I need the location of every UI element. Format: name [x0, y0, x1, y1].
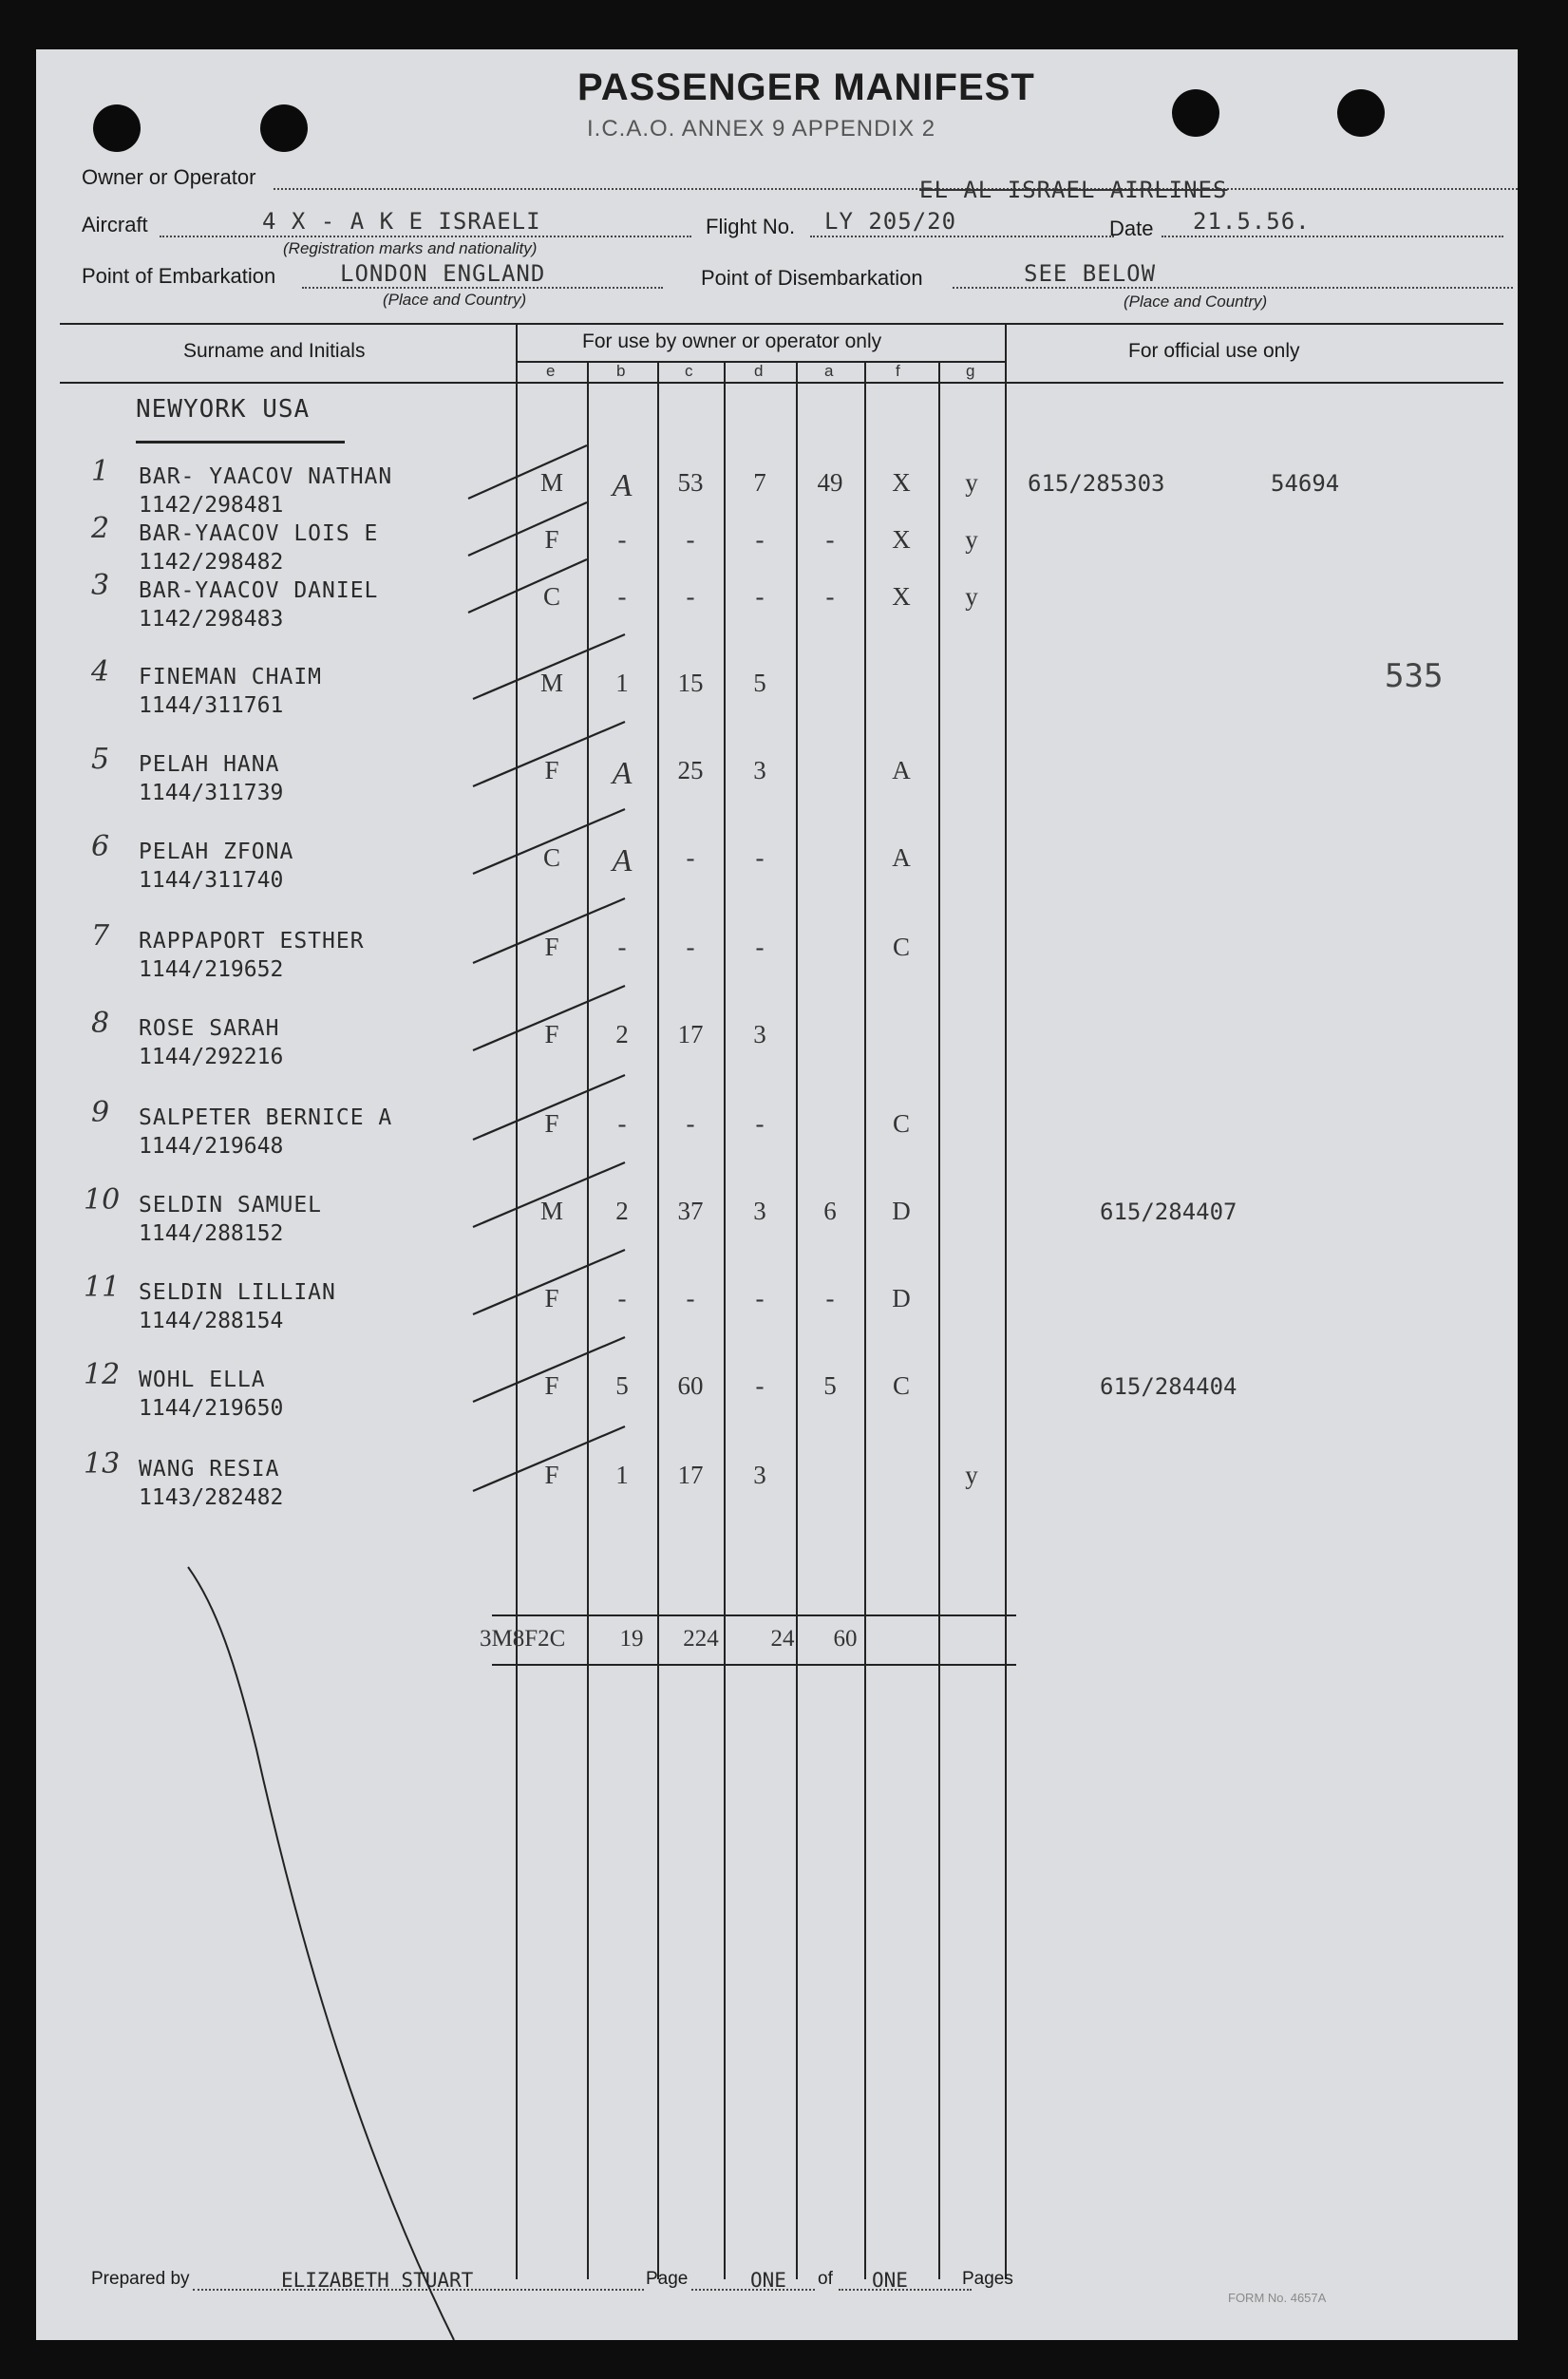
aircraft-note: (Registration marks and nationality) — [283, 239, 538, 257]
cell-f: X — [892, 525, 911, 554]
date-label: Date — [1109, 217, 1154, 240]
passenger-name: BAR- YAACOV NATHAN — [139, 464, 393, 489]
cell-c: 60 — [677, 1371, 704, 1400]
cell-c: - — [686, 1284, 695, 1312]
cell-d: 3 — [753, 1020, 766, 1048]
cell-e: F — [544, 756, 559, 784]
cell-b: 1 — [615, 669, 629, 697]
cell-e: F — [544, 1284, 559, 1312]
cell-b: 2 — [615, 1020, 629, 1048]
ticket-number: 1144/219648 — [139, 1134, 284, 1159]
cell-g: y — [965, 582, 978, 611]
cell-e: M — [539, 1197, 563, 1225]
row-number: 8 — [91, 1007, 110, 1040]
of-value: ONE — [872, 2269, 908, 2292]
form-number: FORM No. 4657A — [1228, 2291, 1327, 2305]
cell-e: C — [542, 582, 560, 611]
passenger-name: PELAH HANA — [139, 752, 280, 777]
flight-value: LY 205/20 — [824, 208, 957, 235]
cell-e: F — [544, 525, 559, 554]
cell-e: F — [544, 1461, 559, 1489]
cell-d: - — [755, 525, 765, 554]
total-d: 24 — [770, 1626, 795, 1652]
sub-column-g: g — [966, 362, 975, 380]
cell-d: 3 — [753, 756, 766, 784]
cell-b: A — [612, 843, 633, 878]
embarkation-label: Point of Embarkation — [82, 264, 276, 288]
check-stroke — [473, 1337, 625, 1402]
cell-e: C — [542, 843, 560, 872]
cell-c: 17 — [677, 1020, 704, 1048]
row-number: 12 — [84, 1358, 121, 1391]
cell-f: A — [892, 756, 911, 784]
of-label: of — [818, 2269, 833, 2289]
ticket-number: 1143/282482 — [139, 1485, 284, 1510]
passenger-name: ROSE SARAH — [139, 1016, 280, 1041]
sub-column-a: a — [824, 362, 834, 380]
ticket-number: 1144/292216 — [139, 1045, 284, 1069]
cell-g: y — [965, 1461, 978, 1489]
cell-b: - — [617, 1284, 627, 1312]
check-stroke — [473, 1075, 625, 1140]
row-number: 6 — [91, 830, 110, 863]
pages-label: Pages — [962, 2269, 1013, 2289]
cell-g: y — [965, 468, 978, 497]
passenger-name: SELDIN SAMUEL — [139, 1193, 323, 1218]
row-number: 4 — [91, 655, 110, 689]
cell-a: - — [825, 525, 835, 554]
cell-b: - — [617, 1109, 627, 1138]
sub-column-d: d — [754, 362, 764, 380]
official-reference: 615/284407 — [1100, 1199, 1237, 1225]
ticket-number: 1144/219652 — [139, 957, 284, 982]
cell-c: 15 — [677, 669, 704, 697]
total-b: 19 — [619, 1626, 644, 1652]
cell-f: D — [892, 1197, 911, 1225]
total-e: 3M8F2C — [480, 1626, 566, 1652]
cell-d: - — [755, 1371, 765, 1400]
cell-e: M — [539, 468, 563, 497]
cell-b: 1 — [615, 1461, 629, 1489]
cell-g: y — [965, 525, 978, 554]
check-stroke — [468, 445, 587, 499]
official-header: For official use only — [1128, 340, 1300, 362]
row-number: 5 — [91, 743, 110, 776]
cell-d: 5 — [753, 669, 766, 697]
cell-d: - — [755, 843, 765, 872]
embarkation-value: LONDON ENGLAND — [340, 260, 546, 287]
operator-header: For use by owner or operator only — [582, 330, 882, 352]
cell-f: C — [892, 1109, 910, 1138]
prepared-by-value: ELIZABETH STUART — [281, 2269, 474, 2292]
cell-f: A — [892, 843, 911, 872]
check-stroke — [473, 1426, 625, 1491]
row-number: 10 — [84, 1183, 121, 1217]
cell-b: 2 — [615, 1197, 629, 1225]
destination-label: NEWYORK USA — [136, 395, 311, 424]
passenger-name: SALPETER BERNICE A — [139, 1105, 393, 1130]
owner-value: EL AL ISRAEL AIRLINES — [919, 177, 1228, 203]
row-number: 7 — [91, 919, 110, 953]
owner-label: Owner or Operator — [82, 165, 256, 189]
passenger-name: PELAH ZFONA — [139, 840, 294, 864]
manifest-sheet — [36, 49, 1518, 2340]
check-stroke — [473, 722, 625, 786]
sub-column-e: e — [546, 362, 556, 380]
check-stroke — [468, 502, 587, 556]
check-stroke — [473, 1162, 625, 1227]
page-title: PASSENGER MANIFEST — [577, 66, 1035, 108]
passenger-name: FINEMAN CHAIM — [139, 665, 323, 689]
cell-b: - — [617, 933, 627, 961]
page-label: Page — [646, 2269, 689, 2289]
row-number: 11 — [84, 1271, 121, 1304]
flight-label: Flight No. — [706, 215, 796, 238]
check-stroke — [473, 1250, 625, 1314]
cell-c: - — [686, 525, 695, 554]
cell-f: C — [892, 1371, 910, 1400]
row-number: 2 — [91, 512, 110, 545]
aircraft-value: 4 X - A K E ISRAELI — [262, 208, 541, 235]
check-stroke — [473, 634, 625, 699]
cell-d: - — [755, 933, 765, 961]
cell-c: 37 — [677, 1197, 704, 1225]
cell-f: C — [892, 933, 910, 961]
aircraft-label: Aircraft — [82, 213, 148, 236]
page-subtitle: I.C.A.O. ANNEX 9 APPENDIX 2 — [587, 116, 936, 142]
disembarkation-note: (Place and Country) — [1124, 293, 1268, 311]
passenger-name: RAPPAPORT ESTHER — [139, 929, 365, 953]
ticket-number: 1142/298481 — [139, 493, 284, 518]
sub-column-f: f — [896, 362, 900, 380]
cell-f: D — [892, 1284, 911, 1312]
total-a: 60 — [833, 1626, 858, 1652]
surname-header: Surname and Initials — [183, 340, 366, 362]
cell-c: - — [686, 1109, 695, 1138]
passenger-name: WOHL ELLA — [139, 1368, 266, 1392]
cell-a: 49 — [817, 468, 843, 497]
ticket-number: 1144/288152 — [139, 1221, 284, 1246]
ticket-number: 1144/311740 — [139, 868, 284, 893]
check-stroke — [473, 986, 625, 1050]
page-value: ONE — [750, 2269, 786, 2292]
sub-column-b: b — [616, 362, 626, 380]
cell-e: M — [539, 669, 563, 697]
disembarkation-label: Point of Disembarkation — [701, 266, 923, 290]
official-reference: 615/285303 — [1028, 470, 1165, 497]
cell-b: 5 — [615, 1371, 629, 1400]
cell-a: 6 — [823, 1197, 837, 1225]
ticket-number: 1144/311761 — [139, 693, 284, 718]
official-note: 54694 — [1271, 470, 1340, 497]
row-number: 1 — [91, 455, 110, 488]
ticket-number: 1142/298482 — [139, 550, 284, 575]
cell-b: A — [612, 468, 633, 503]
official-reference: 615/284404 — [1100, 1373, 1237, 1400]
cell-a: - — [825, 1284, 835, 1312]
cell-c: - — [686, 933, 695, 961]
ticket-number: 1144/311739 — [139, 781, 284, 805]
side-number: 535 — [1385, 657, 1444, 695]
cell-d: - — [755, 1284, 765, 1312]
date-value: 21.5.56. — [1193, 208, 1311, 235]
check-stroke — [473, 898, 625, 963]
cell-e: F — [544, 933, 559, 961]
cell-c: 53 — [677, 468, 704, 497]
row-number: 13 — [84, 1447, 121, 1481]
cell-e: F — [544, 1020, 559, 1048]
handwritten-strokes — [36, 49, 1518, 2340]
sub-column-c: c — [685, 362, 693, 380]
cell-a: 5 — [823, 1371, 837, 1400]
cell-c: - — [686, 582, 695, 611]
passenger-name: BAR-YAACOV LOIS E — [139, 521, 379, 546]
long-pen-stroke — [188, 1567, 454, 2340]
cell-e: F — [544, 1109, 559, 1138]
passenger-name: BAR-YAACOV DANIEL — [139, 578, 379, 603]
disembarkation-value: SEE BELOW — [1024, 260, 1157, 287]
cell-c: - — [686, 843, 695, 872]
ticket-number: 1144/219650 — [139, 1396, 284, 1421]
row-number: 3 — [91, 569, 110, 602]
row-number: 9 — [91, 1096, 110, 1129]
cell-c: 17 — [677, 1461, 704, 1489]
cell-f: X — [892, 582, 911, 611]
embarkation-note: (Place and Country) — [383, 291, 527, 309]
ticket-number: 1142/298483 — [139, 607, 284, 632]
cell-d: - — [755, 1109, 765, 1138]
cell-c: 25 — [677, 756, 704, 784]
cell-f: X — [892, 468, 911, 497]
cell-d: 3 — [753, 1461, 766, 1489]
ticket-number: 1144/288154 — [139, 1309, 284, 1333]
passenger-name: SELDIN LILLIAN — [139, 1280, 336, 1305]
cell-e: F — [544, 1371, 559, 1400]
cell-d: 3 — [753, 1197, 766, 1225]
check-stroke — [473, 809, 625, 874]
cell-d: - — [755, 582, 765, 611]
cell-a: - — [825, 582, 835, 611]
check-stroke — [468, 559, 587, 613]
cell-d: 7 — [753, 468, 766, 497]
total-c: 224 — [683, 1626, 719, 1652]
cell-b: A — [612, 756, 633, 791]
cell-b: - — [617, 582, 627, 611]
passenger-name: WANG RESIA — [139, 1457, 280, 1482]
cell-b: - — [617, 525, 627, 554]
prepared-by-label: Prepared by — [91, 2269, 190, 2289]
